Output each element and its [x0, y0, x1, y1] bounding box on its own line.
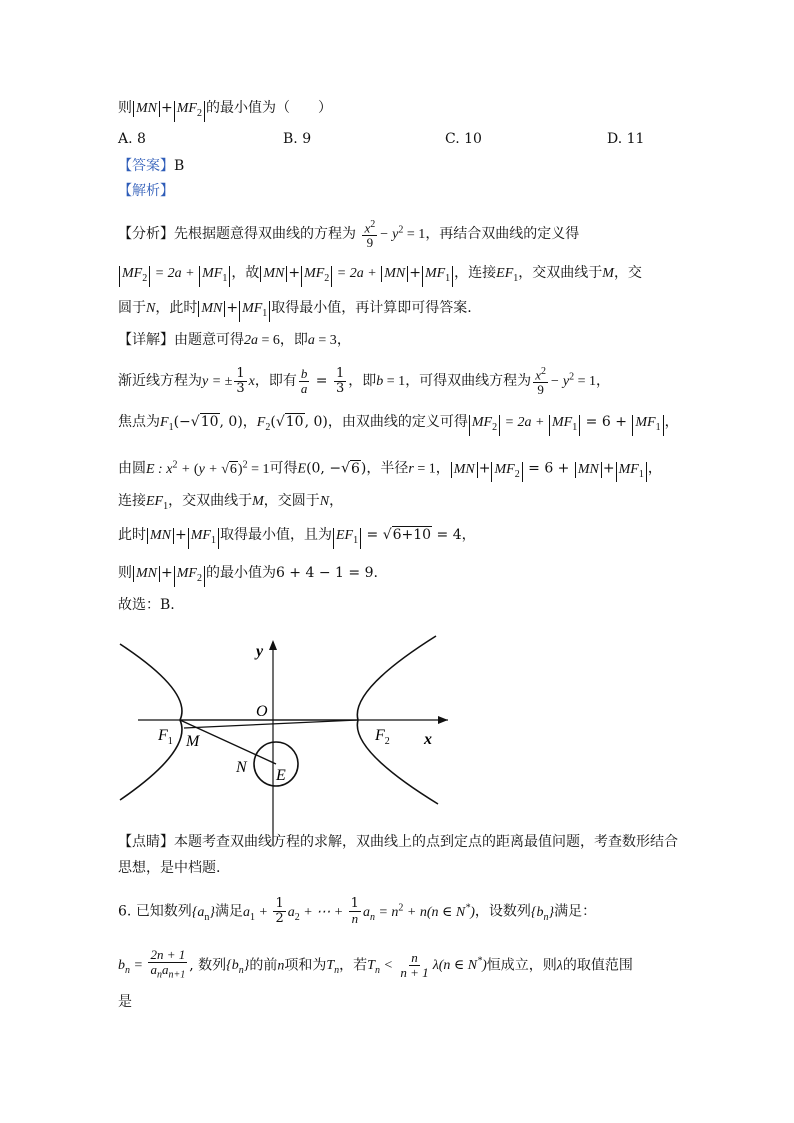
- circle-line: 由圆E : $x^2 + (y + √6)^2 = 1$可得E(0, −√6)，半径r = 1， MN + $MF_2 = 6$ + MN + $MF_1$ ，: [118, 455, 662, 482]
- hyperbola-figure: [118, 632, 458, 852]
- answer-tag: 【答案】: [118, 158, 174, 174]
- analysis-line: [118, 181, 174, 201]
- option-d: D. 11: [607, 131, 645, 147]
- label-o: O: [256, 703, 268, 720]
- analysis-tag: 【解析】: [118, 183, 174, 199]
- label-e: E: [276, 767, 286, 784]
- label-m: M: [186, 733, 200, 750]
- label-f1: $F_1$: [158, 727, 173, 747]
- focus-line: 焦点为$F_1(-√10$, 0)，$F_2(√10$, 0)，由双曲线的定义可得 $MF_2 = 2a + MF_1 = 6 + MF_1$ ，: [118, 412, 679, 438]
- dianjing-line-2: 思想，是中档题.: [118, 860, 221, 876]
- min-value-line: 此时 MN + $MF_1$ 取得最小值，且为 $EF_1 = √6+10 = 4$，: [118, 525, 476, 549]
- segment-m-f2: [184, 720, 358, 728]
- fenxi-line-3: 圆于N，此时 MN + $MF_1$ 取得最小值，再计算即可得答案.: [118, 298, 472, 322]
- answer-line: [118, 156, 184, 176]
- choose-line: 故选：B.: [118, 597, 175, 613]
- option-a: A. 8: [118, 131, 146, 147]
- left-branch: [120, 644, 182, 800]
- q6-line-3: 是: [118, 994, 132, 1010]
- y-axis-arrow: [269, 640, 277, 650]
- answer-value: B: [174, 158, 185, 174]
- xiangjie-line-1: 【详解】由题意可得2a = 6，即a = 3，: [118, 332, 351, 348]
- label-x: x: [424, 731, 432, 748]
- question-tail: 则 MN + $MF_2$ 的最小值为（ ）: [118, 98, 332, 122]
- x-axis-arrow: [438, 716, 448, 724]
- connect-line: 连接$EF_1$，交双曲线于M，交圆于N，: [118, 493, 344, 512]
- label-f2: $F_2$: [375, 727, 390, 747]
- result-line: 则 MN + $MF_2$ 的最小值为6 + 4 − 1 = 9.: [118, 563, 378, 587]
- label-n: N: [236, 759, 247, 776]
- fenxi-line-1: 【分析】先根据题意得双曲线的方程为 $\frac{x^2}{9}$ − $y^2 = 1$，再结合双曲线的定义得: [118, 219, 580, 251]
- q6-line-1: 6. 已知数列$\{a_n\}$满足$a_1$ + $\frac{1}{2}$ $a_2$ + ⋯ + $\frac{1}{n}$ $a_n = n^2 + n(n$ ∈ N*)，设数列$\{b_n\}$满足：: [118, 896, 597, 926]
- asymptote-line: 渐近线方程为y = ± $\frac{1}{3}$ x，即有 $\frac{b}{a}$ = $\frac{1}{3}$ ，即b = 1，可得双曲线方程为 $\frac{x^2}{9}$ − $y^2 = 1$，: [118, 365, 611, 398]
- q6-line-2: $b_n$ = $\frac{2n + 1}{a_na_{n+1}}$ , 数列$\{b_n\}$的前n项和为$T_n$，若$T_n$ < $\frac{n}{n + 1}$ λ(n ∈ N*)恒成立，则λ的取值范围: [118, 947, 633, 981]
- dianjing-line-1: 【点睛】本题考查双曲线方程的求解，双曲线上的点到定点的距离最值问题，考查数形结合: [118, 834, 678, 850]
- label-y: y: [256, 643, 264, 660]
- option-c: C. 10: [445, 131, 482, 147]
- fenxi-line-2: $MF_2 = 2a + MF_1$ ，故 MN + $MF_2 = 2a$ + MN + $MF_1$ ，连接$EF_1$，交双曲线于M，交: [118, 263, 642, 289]
- option-b: B. 9: [283, 131, 312, 147]
